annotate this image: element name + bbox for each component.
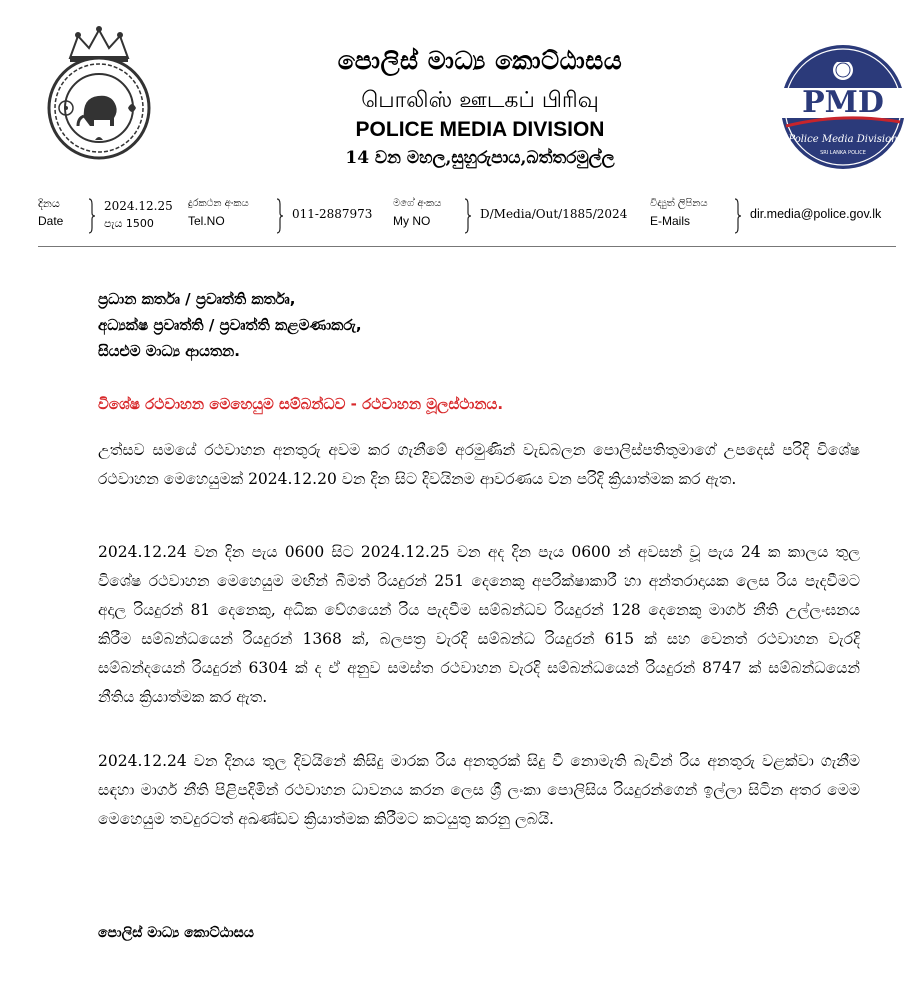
header-address: 14 වන මහල,සුහුරුපාය,බත්තරමුල්ල <box>345 148 615 168</box>
pmd-subcaption: SRI LANKA POLICE <box>820 150 866 156</box>
date-value: 2024.12.25 <box>104 199 173 213</box>
subject-line: විශේෂ රථවාහන මෙහෙයුම සම්බන්ධව - රථවාහන මූලස්ථානය. <box>98 395 504 413</box>
date-label <box>38 186 84 240</box>
header-title-sinhala: පොලිස් මාධ්‍ය කොට්ඨාසය <box>337 46 623 75</box>
tel-label-si: දුරකථන අංකය <box>188 198 249 209</box>
brace-icon <box>734 198 742 234</box>
email-label-en: E-Mails <box>650 214 691 228</box>
police-emblem-icon <box>40 22 158 162</box>
date-label-en: Date <box>38 214 64 228</box>
tel-value: 011-2887973 <box>292 207 373 221</box>
info-strip <box>38 186 898 240</box>
header-title-tamil: பொலிஸ் ஊடகப் பிரிவு <box>361 88 599 113</box>
ref-label-en: My NO <box>393 214 431 228</box>
time-value: පැය 1500 <box>104 217 154 230</box>
brace-icon <box>276 198 284 234</box>
pmd-initials: PMD <box>802 85 884 120</box>
brace-icon <box>464 198 472 234</box>
tel-label-en: Tel.NO <box>188 214 225 228</box>
email-label <box>650 186 746 240</box>
signature: පොලිස් මාධ්‍ය කොට්ඨාසය <box>98 925 254 941</box>
header-title-english: POLICE MEDIA DIVISION <box>355 118 605 141</box>
addressee-line: අධ්‍යක්ෂ ප්‍රවෘත්ති / ප්‍රවෘත්ති කළමණාකරු, <box>98 316 362 334</box>
ref-value: D/Media/Out/1885/2024 <box>480 207 628 221</box>
email-value: dir.media@police.gov.lk <box>750 207 882 221</box>
brace-icon <box>88 198 96 234</box>
header-divider <box>38 246 896 247</box>
email-label-si: විද්‍යුත් ලිපිනය <box>650 198 708 209</box>
pmd-logo <box>778 42 908 172</box>
addressee-block <box>98 286 362 364</box>
body-paragraph: උත්සව සමයේ රථවාහන අනතුරු අවම කර ගැනීමේ අරමුණින් වැඩබලන පොලිස්පතිතුමාගේ උපදෙස් පරිදි විශේෂ රථවාහන මෙහෙයුමක් 2024.12.20 වන දින සිට දිවයිනම ආවරණය වන පරිදි ක්‍රියාත්මක කර ඇත. <box>98 441 860 488</box>
tel-label <box>188 186 284 240</box>
ref-label <box>393 186 473 240</box>
ref-label-si: මගේ අංකය <box>393 198 442 209</box>
addressee-line: සියළුම මාධ්‍ය ආයතන. <box>98 342 240 360</box>
date-label-si: දිනය <box>38 197 60 210</box>
body-paragraph: 2024.12.24 වන දින පැය 0600 සිට 2024.12.25 වන අද දින පැය 0600 න් අවසන් වූ පැය 24 ක කාලය තුල විශේෂ රථවාහන මෙහෙයුම මඟින් බීමත් රියදුරන් 251 දෙනෙකු අපරික්ෂාකාරී හා අන්තරාදායක ලෙස රිය පැදවීමට අදාල රියදුරන් 81 දෙනෙකු, අධික වේගයෙන් රිය පැදවීම සම්බන්ධව රියදුරන් 128 දෙනෙකු මාර්ග නීති උල්ලංඝනය කිරීම සම්බන්ධයෙන් රියදුරන් 1368 ක්, බලපත්‍ර වැරදි සම්බන්ධ රියදුරන් 615 ක් සහ වෙනත් රථවාහන වැරදි සම්බන්දයෙන් රියදුරන් 6304 ක් ද ඒ අනුව සමස්ත රථවාහන වැරදි සම්බන්ධයෙන් රියදුරන් 8747 ක් සම්බන්ධයෙන් නීතිය ක්‍රියාත්මක කර ඇත. <box>98 543 860 706</box>
addressee-line: ප්‍රධාන කර්තෘ / ප්‍රවෘත්ති කර්තෘ, <box>98 290 296 308</box>
pmd-caption: Police Media Division <box>788 134 898 145</box>
body-paragraph: 2024.12.24 වන දිනය තුල දිවයිනේ කිසිදු මාරක රිය අනතුරක් සිදු වී නොමැති බැවින් රිය අනතුරු වළක්වා ගැනීම සඳහා මාර්ග නීති පිළිපදිමින් රථවාහන ධාවනය කරන ලෙස ශ්‍රී ලංකා පොලිසිය රියදුරන්ගෙන් ඉල්ලා සිටින අතර මෙම මෙහෙයුම තවදුරටත් අඛණ්ඩව ක්‍රියාත්මක කිරීමට කටයුතු කරනු ලබයි. <box>98 752 860 828</box>
